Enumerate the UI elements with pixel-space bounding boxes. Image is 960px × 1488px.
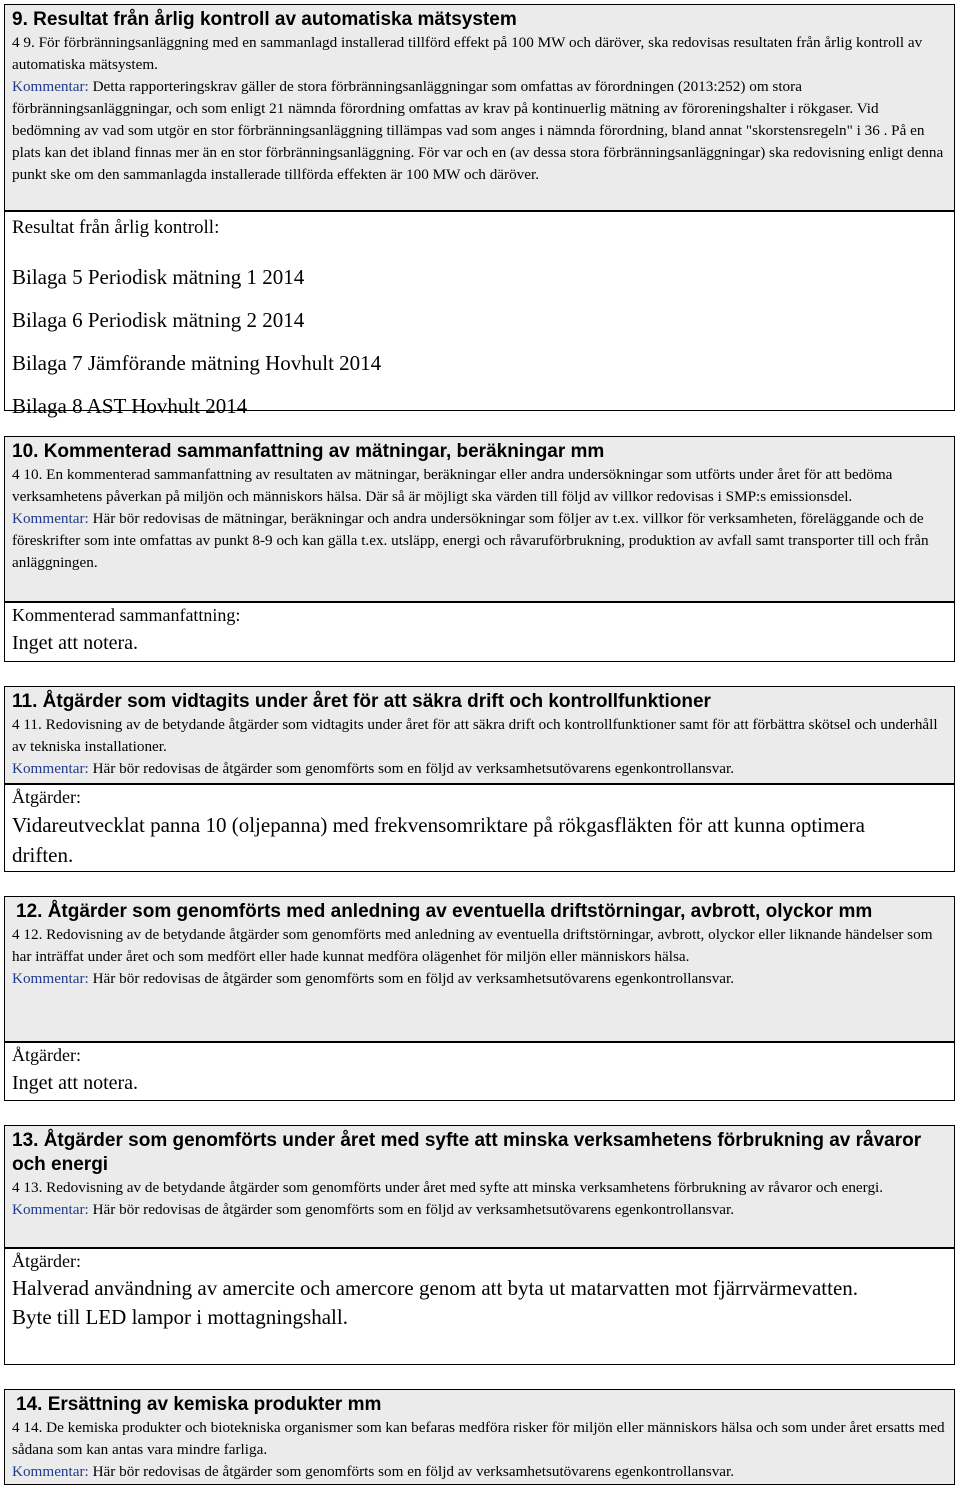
answer-text: Byte till LED lampor i mottagningshall. (12, 1305, 348, 1329)
section-11-heading: 11. Åtgärder som vidtagits under året för att säkra drift och kontrollfunktioner (12, 691, 711, 712)
section-9-heading: 9. Resultat från årlig kontroll av automatiska mätsystem (12, 9, 517, 30)
section-10-heading: 10. Kommenterad sammanfattning av mätningar, beräkningar mm (12, 441, 605, 462)
section-13-comment: Kommentar: Här bör redovisas de åtgärder som genomförts som en följd av verksamhetsutövarens egenkontrollansvar. (12, 1201, 735, 1218)
answer-label: Åtgärder: (12, 1045, 81, 1065)
answer-label: Kommenterad sammanfattning: (12, 605, 241, 625)
result-label: Resultat från årlig kontroll: (12, 217, 220, 238)
attachment-item: Bilaga 5 Periodisk mätning 1 2014 (12, 265, 305, 289)
section-11-comment: Kommentar: Här bör redovisas de åtgärder som genomförts som en följd av verksamhetsutövarens egenkontrollansvar. (12, 760, 735, 777)
attachment-item: Bilaga 8 AST Hovhult 2014 (12, 394, 248, 418)
section-13-answer (4, 1248, 955, 1365)
section-11-answer (4, 784, 955, 872)
section-9-answer (4, 211, 955, 418)
section-12-description: 4 12. Redovisning av de betydande åtgärder som genomförts med anledning av eventuella driftstörningar, avbrott, olyckor eller liknande händelser som har inträffat under året och som medfört eller hade kunnat medföra olägenhet för miljön eller människors hälsa. (12, 926, 933, 965)
section-11-header (4, 686, 955, 784)
section-12-comment: Kommentar: Här bör redovisas de åtgärder som genomförts som en följd av verksamhetsutövarens egenkontrollansvar. (12, 970, 735, 987)
section-10-answer (4, 602, 955, 662)
comment-label: Kommentar: (12, 970, 89, 987)
answer-label: Åtgärder: (12, 787, 81, 807)
section-9-comment-b: Vid bedömning av vad som utgör en stor förbränningsanläggning tillämpas vad som anges i nämnda förordning, bland annat "skorstensregeln" i 36 . På en plats kan det ibland finnas mer än en stor förbränningsanläggning. För var och en (av dessa stora förbränningsanläggningar) ska redovisning enligt denna punkt ske om den sammanlagda installerade tillförda effekten är 100 MW och däröver. (12, 100, 944, 183)
section-11-description: 4 11. Redovisning av de betydande åtgärder som vidtagits under året för att säkra drift och kontrollfunktioner samt för att förbättra skötsel och underhåll av tekniska installationer. (12, 716, 938, 755)
comment-label: Kommentar: (12, 760, 89, 777)
attachment-item: Bilaga 6 Periodisk mätning 2 2014 (12, 308, 305, 332)
section-14-comment: Kommentar: Här bör redovisas de åtgärder som genomförts som en följd av verksamhetsutövarens egenkontrollansvar. (12, 1463, 735, 1480)
section-12-header (4, 896, 955, 1042)
section-12-answer (4, 1042, 955, 1101)
answer-label: Åtgärder: (12, 1251, 81, 1271)
section-13-description: 4 13. Redovisning av de betydande åtgärder som genomförts under året med syfte att minska verksamhetens förbrukning av råvaror och energi. (12, 1179, 884, 1196)
section-10-header (4, 436, 955, 602)
answer-text: Inget att notera. (12, 1072, 139, 1094)
section-14-header (4, 1389, 955, 1485)
section-9-description: 4 9. För förbränningsanläggning med en sammanlagd installerad tillförd effekt på 100 MW och däröver, ska redovisas resultaten från årlig kontroll av automatiska mätsystem. (12, 34, 923, 73)
comment-label: Kommentar: (12, 1463, 89, 1480)
answer-text: Vidareutvecklat panna 10 (oljepanna) med frekvensomriktare på rökgasfläkten för att kunna optimera driften. (12, 813, 865, 867)
section-9-comment (12, 76, 947, 186)
section-9-header (4, 4, 955, 211)
section-9-comment-a: Detta rapporteringskrav gäller de stora förbränningsanläggningar som omfattas av förordningen (2013:252) om stora förbränningsanläggningar, och som enligt 21 nämnda förordning omfattas av krav på kontinuerlig mätning av föroreningshalter i rökgaser. (12, 78, 854, 117)
attachment-item: Bilaga 7 Jämförande mätning Hovhult 2014 (12, 351, 382, 375)
section-14-heading: 14. Ersättning av kemiska produkter mm (16, 1394, 382, 1415)
section-10-comment: Kommentar: Här bör redovisas de mätningar, beräkningar och andra undersökningar som följer av t.ex. villkor för verksamheten, föreläggande och de föreskrifter som inte omfattas av punkt 8-9 och kan gälla t.ex. utsläpp, energi och råvaruförbrukning, produktion av avfall samt transporter till och från anläggningen. (12, 510, 929, 571)
answer-text: Halverad användning av amercite och amercore genom att byta ut matarvatten mot fjärrvärmevatten. (12, 1276, 859, 1300)
section-13-header (4, 1125, 955, 1248)
comment-label: Kommentar: (12, 78, 89, 95)
section-13-heading: 13. Åtgärder som genomförts under året med syfte att minska verksamhetens förbrukning av råvaror och energi (12, 1130, 922, 1175)
answer-text: Inget att notera. (12, 632, 139, 654)
section-10-description: 4 10. En kommenterad sammanfattning av resultaten av mätningar, beräkningar eller andra undersökningar som utförts under året för att bedöma verksamhetens påverkan på miljön och människors hälsa. Där så är möjligt ska värden till följd av villkor redovisas i SMP:s emissionsdel. (12, 466, 893, 505)
section-12-heading: 12. Åtgärder som genomförts med anledning av eventuella driftstörningar, avbrott, olyckor mm (16, 901, 873, 922)
comment-label: Kommentar: (12, 1201, 89, 1218)
section-14-description: 4 14. De kemiska produkter och biotekniska organismer som kan befaras medföra risker för miljön eller människors hälsa och som under året ersatts med sådana som kan antas vara mindre farliga. (12, 1419, 945, 1458)
comment-label: Kommentar: (12, 510, 89, 527)
